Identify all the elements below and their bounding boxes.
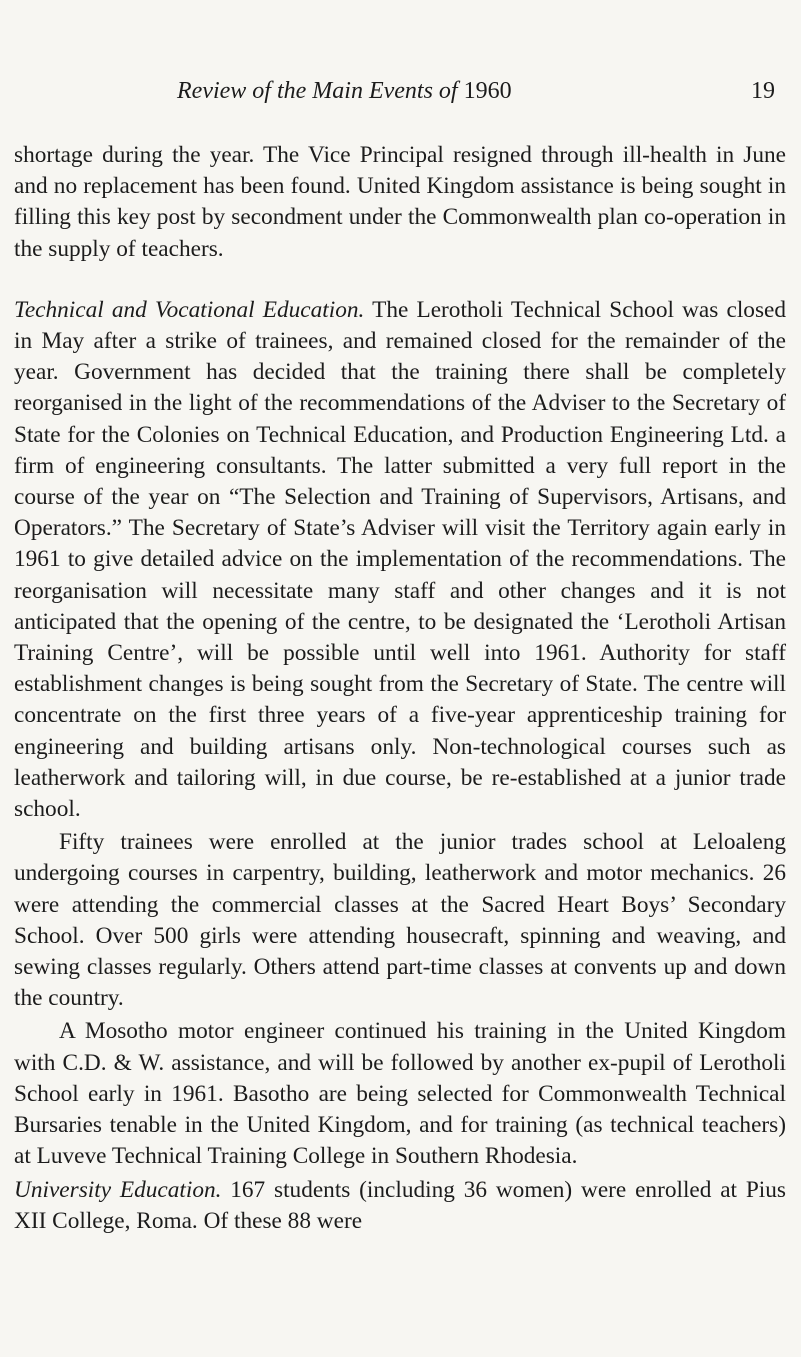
paragraph-university-education: University Education. 167 students (including 36 women) were enrolled at Pius XII College, Roma. Of these 88 were [14, 1176, 786, 1234]
paragraph-trainees: Fifty trainees were enrolled at the junior trades school at Leloaleng undergoing courses in carpentry, building, leatherwork and motor mechanics. 26 were attending the commercial classes at the Sacred Heart Boys’ Secondary School. Over 500 girls were attending housecraft, spinning and weaving, and sewing classes regularly. Others attend part-time classes at convents up and down the country. [14, 829, 786, 1012]
running-title-year: 1960 [463, 78, 512, 104]
paragraph-technical-education: Technical and Vocational Education. The Lerotholi Technical School was closed in May after a strike of trainees, and remained closed for the remainder of the year. Government has decided that the training there shall be completely reorganised in the light of the recommendations of the Adviser to the Secretary of State for the Colonies on Technical Education, and Production Engineering Ltd. a firm of engineering consultants. The latter submitted a very full report in the course of the year on “The Selection and Training of Supervisors, Artisans, and Operators.” The Secretary of State’s Adviser will visit the Territory again early in 1961 to give detailed advice on the implementation of the recommendations. The reorganisation will necessitate many staff and other changes and it is not anticipated that the opening of the centre, to be designated the ‘Lerotholi Artisan Training Centre’, will be possible until well into 1961. Authority for staff establishment changes is being sought from the Secretary of State. The centre will concentrate on the first three years of a five-year apprenticeship training for engineering and building artisans only. Non-technological courses such as leatherwork and tailoring will, in due course, be re-established at a junior trade school. [14, 296, 786, 823]
section-heading: Technical and Vocational Education. [14, 296, 365, 323]
paragraph-motor-engineer: A Mosotho motor engineer continued his training in the United Kingdom with C.D. & W. assistance, and will be followed by another ex-pupil of Lerotholi School early in 1961. Basotho are being selected for Commonwealth Technical Bursaries tenable in the United Kingdom, and for training (as technical teachers) at Luveve Technical Training College in Southern Rhodesia. [14, 1018, 786, 1170]
section-heading: University Education. [14, 1176, 222, 1203]
running-title: Review of the Main Events of 1960 [177, 78, 512, 104]
running-header [0, 78, 801, 112]
paragraph-continuation: shortage during the year. The Vice Principal resigned through ill-health in June and no replacement has been found. United Kingdom assistance is being sought in filling this key post by secondment under the Commonwealth plan co-operation in the supply of teachers. [14, 142, 786, 262]
body-text [14, 140, 786, 1237]
page-number: 19 [751, 78, 775, 104]
